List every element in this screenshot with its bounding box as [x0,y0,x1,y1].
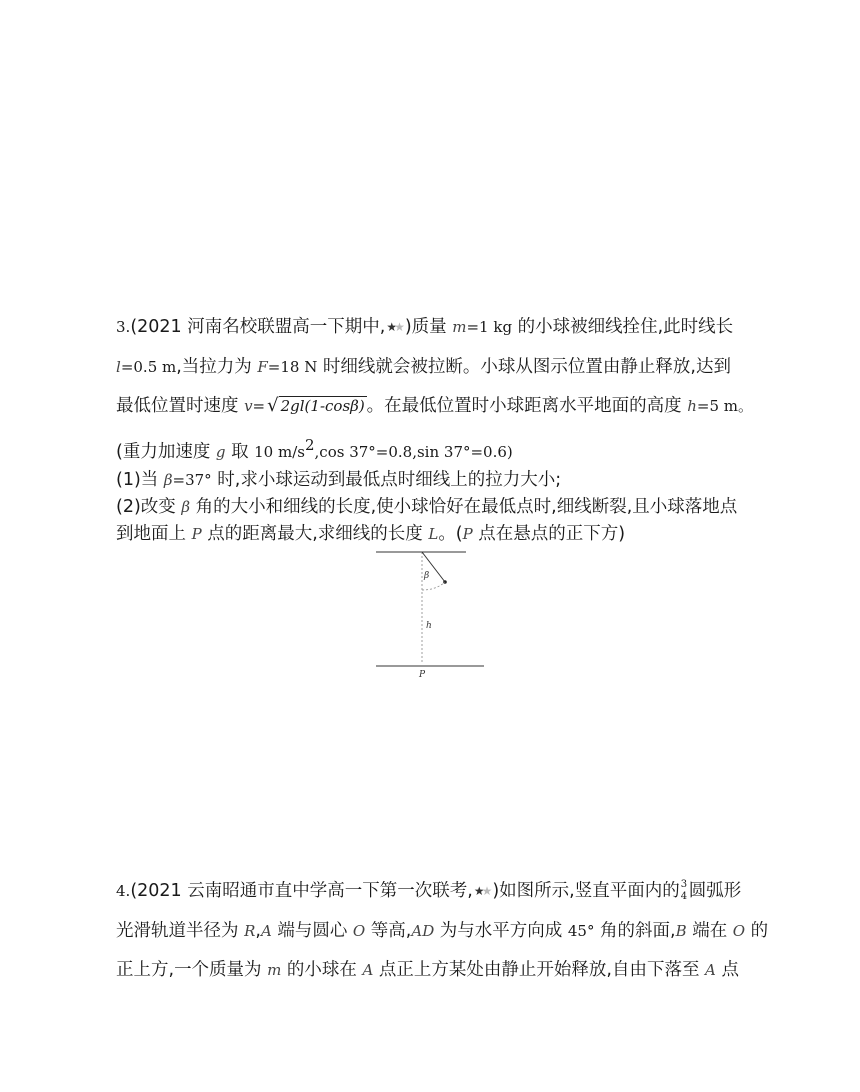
text-span: 正上方,一个质量为 [116,960,268,980]
height-value: =5 m。 [696,397,754,415]
var-beta: β [181,498,191,516]
p3-line-4 [116,433,513,464]
var-v: v [244,397,253,415]
label-P: P [419,670,426,680]
text-span: )如图所示,竖直平面内的 [492,881,680,901]
var-h: h [687,397,697,415]
length-value: =0.5 m [120,358,177,376]
angle-value: =37° [172,471,212,489]
var-l: l [116,358,121,376]
text-span: 为与水平方向成 [434,921,568,941]
text-span: 端在 [686,921,733,941]
p4-line-1 [116,879,741,903]
text-span: (2)改变 [116,497,182,517]
text-span: 的小球被细线拴住,此时线长 [512,317,734,337]
p4-line-2 [116,919,768,943]
superscript: 2 [304,436,315,454]
p4-line-3 [116,958,739,982]
p3-question-2-line-2 [116,522,625,546]
p3-line-2 [116,355,731,379]
text-span: 圆弧形 [688,881,742,901]
text-span: 端与圆心 [271,921,353,941]
problem-source: (2021 云南昭通市直中学高一下第一次联考, [130,881,473,901]
text-span: )质量 [404,317,453,337]
fraction [680,879,689,902]
text-span: 点 [715,960,739,980]
swing-arc [422,582,445,590]
text-span: 到地面上 [116,524,192,544]
var-F: F [257,358,268,376]
var-R: R [244,922,256,940]
force-value: =18 N [267,358,318,376]
text-span: 。在最低位置时小球距离水平地面的高度 [366,396,688,416]
text-span: 的小球在 [281,960,363,980]
p3-line-3 [116,394,753,418]
gravity-value: 10 m/s [254,442,305,461]
problem-number: 3. [116,318,131,336]
var-A: A [260,922,272,940]
equals-sign: = [252,397,266,415]
two-stars-icon: ★★ [386,320,402,334]
mass-value: =1 kg [466,318,513,336]
text-span: 点正上方某处由静止开始释放,自由下落至 [373,960,706,980]
p3-line-1 [116,315,733,339]
var-A: A [705,961,716,979]
var-g: g [215,442,226,461]
text-span: 的 [745,921,769,941]
text-span: 点的距离最大,求细线的长度 [201,524,429,544]
p3-question-2-line-1 [116,495,737,519]
angle-value: 45° [567,922,595,940]
fraction-denominator: 4 [680,891,688,902]
label-h: h [426,621,432,631]
var-beta: β [163,471,173,489]
problem-number: 4. [116,882,131,900]
p3-question-1 [116,468,561,492]
problem-source: (2021 河南名校联盟高一下期中, [130,317,386,337]
trig-values: ,cos 37°=0.8,sin 37°=0.6) [314,442,513,461]
var-m: m [267,961,282,979]
text-span: 等高, [365,921,412,941]
var-B: B [675,922,687,940]
text-span: , [255,921,261,941]
two-stars-icon: ★★ [473,884,490,898]
text-span: 时,求小球运动到最低点时细线上的拉力大小; [211,470,562,490]
text-span: 取 [225,441,255,462]
fraction-numerator: 3 [680,879,688,890]
var-O: O [352,922,366,940]
text-span: 。( [438,524,463,544]
var-L: L [428,525,439,543]
var-AD: AD [411,922,435,940]
text-span: 点在悬点的正下方) [472,524,626,544]
var-P: P [462,525,473,543]
pendulum-figure [372,546,488,680]
text-span: 最低位置时速度 [116,396,245,416]
sqrt-sign-icon: √ [267,395,279,416]
text-span: (重力加速度 [116,441,216,462]
sqrt-expression: 2gl(1-cosβ) [280,397,365,415]
text-span: 角的大小和细线的长度,使小球恰好在最低点时,细线断裂,且小球落地点 [190,497,738,517]
text-span: 时细线就会被拉断。小球从图示位置由静止释放,达到 [317,357,731,377]
text-span: 光滑轨道半径为 [116,921,245,941]
text-span: (1)当 [116,470,164,490]
var-A: A [362,961,374,979]
text-span: ,当拉力为 [176,357,258,377]
var-O: O [732,922,746,940]
var-m: m [452,318,467,336]
var-P: P [191,525,202,543]
label-beta: β [424,571,430,581]
text-span: 角的斜面, [594,921,676,941]
